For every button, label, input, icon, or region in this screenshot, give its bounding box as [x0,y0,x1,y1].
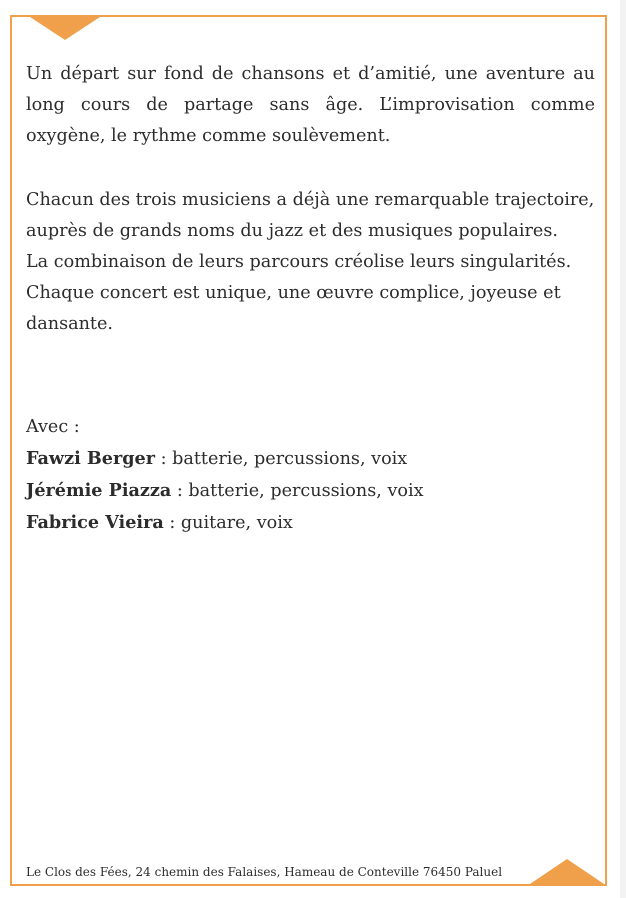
musician-name: Fawzi Berger [26,448,155,469]
paragraph-2-line: La combinaison de leurs parcours créolise leurs singularités. [26,252,572,272]
musician-line [26,475,595,507]
page-edge-strip [620,0,626,898]
intro-paragraph-2 [26,185,595,340]
musician-name: Fabrice Vieira [26,512,164,533]
musician-line [26,507,595,539]
lineup-section [26,412,595,539]
lineup-heading: Avec : [26,417,80,437]
main-content [26,59,595,539]
paragraph-2-line: dansante. [26,314,114,334]
musician-name: Jérémie Piazza [26,480,172,501]
musician-role: : batterie, percussions, voix [154,449,408,469]
musician-role: : batterie, percussions, voix [171,481,424,501]
paragraph-2-line: Chaque concert est unique, une œuvre complice, joyeuse et [26,283,561,303]
bottom-corner-ornament [527,859,607,886]
intro-paragraph-1: Un départ sur fond de chansons et d’amitié, une aventure au long cours de partage sans âge. L’improvisation comme oxygène, le rythme comme soulèvement. [26,64,595,146]
musician-role: : guitare, voix [163,513,293,533]
paragraph-2-line: auprès de grands noms du jazz et des musiques populaires. [26,221,558,241]
top-corner-ornament [27,15,103,40]
footer-address: Le Clos des Fées, 24 chemin des Falaises, Hameau de Conteville 76450 Paluel [26,865,503,879]
paragraph-2-line: Chacun des trois musiciens a déjà une remarquable trajectoire, [26,190,595,210]
musician-line [26,443,595,475]
content-frame [10,15,607,886]
